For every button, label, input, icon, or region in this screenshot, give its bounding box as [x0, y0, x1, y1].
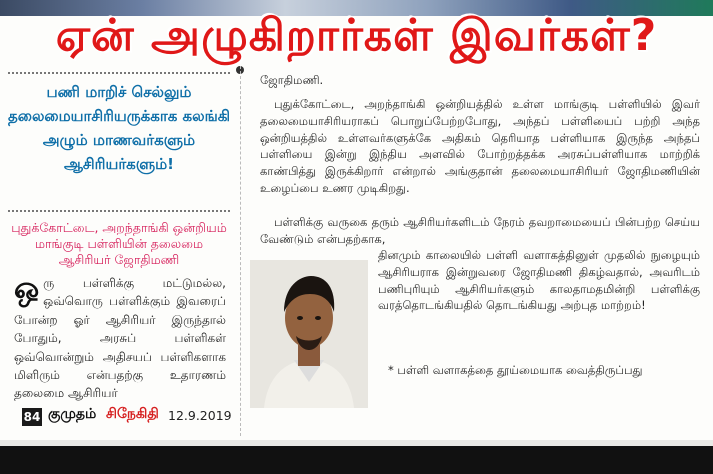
magazine-name: குமுதம் — [48, 406, 97, 422]
left-body-text — [14, 271, 226, 403]
drop-cap: ஒ — [14, 271, 40, 306]
right-paragraph-3a: பள்ளிக்கு வருகை தரும் ஆசிரியர்களிடம் நேரம் தவறாமையைப் பின்பற்ற செய்ய வேண்டும் என்பதற்காக, — [260, 215, 700, 246]
page-number: 84 — [23, 410, 41, 424]
headline: ஏன் அழுகிறார்கள் இவர்கள்? — [55, 10, 658, 61]
divider — [8, 72, 230, 74]
bottom-border — [0, 440, 713, 474]
byline: புதுக்கோட்டை, அறந்தாங்கி ஒன்றியம் மாங்குடி பள்ளியின் தலைமை ஆசிரியர் ஜோதிமணி — [11, 220, 227, 267]
right-paragraph-3b: தினமும் காலையில் பள்ளி வளாகத்தினுள் முதலில் நுழையும் ஆசிரியராக இன்றுவரை ஜோதிமணி திகழ்வதால், அவரிடம் பணிபுரியும் ஆசிரியர்களும் காலதாமதமின்றி பள்ளிக்கு வரத்தொடங்கியதில் தொடங்கியது அற்புத மாற்றம்! — [378, 248, 700, 313]
magazine-section: சிநேகிதி — [106, 406, 159, 422]
right-paragraph-2: புதுக்கோட்டை, அறந்தாங்கி ஒன்றியத்தில் உள்ள மாங்குடி பள்ளியில் இவர் தலைமையாசிரியராகப் பொறுப்பேற்றபோது, அந்தப் பள்ளியைப் பற்றி அந்த ஒன்றியத்தில் உள்ளவர்களுக்கே அதிகம் தெரியாத பள்ளியாக இருந்த அந்தப் பள்ளியை இன்று இந்திய அளவில் போற்றத்தக்க அரசுப்பள்ளியாக மாற்றிக் காண்பித்து இருக்கிறார் என்றால் அங்குதான் தலைமையாசிரியர் ஜோதிமணியின் உழைப்பை உணர முடிகிறது. — [260, 97, 700, 195]
column-divider — [240, 66, 241, 436]
left-column — [0, 70, 238, 434]
issue-date: 12.9.2019 — [168, 408, 232, 423]
right-paragraph-1: ஜோதிமணி. — [260, 73, 324, 87]
deck: பணி மாறிச் செல்லும் தலைமையாசிரியருக்காக கலங்கி அழும் மாணவர்களும் ஆசிரியர்களும்! — [8, 83, 231, 173]
portrait-photo — [250, 260, 368, 408]
left-body-paragraph: ரு பள்ளிக்கு மட்டுமல்ல, ஒவ்வொரு பள்ளிக்கும் இவரைப் போன்ற ஓர் ஆசிரியர் இருந்தால் போதும், அரசுப் பள்ளிகள் ஒவ்வொன்றும் அதிசயப் பள்ளிகளாக மிளிரும் என்பதற்கு உதாரணம் தலைமை ஆசிரியர் — [14, 276, 226, 401]
right-paragraph-4: * பள்ளி வளாகத்தை தூய்மையாக வைத்திருப்பது — [388, 363, 643, 377]
divider — [8, 210, 230, 212]
